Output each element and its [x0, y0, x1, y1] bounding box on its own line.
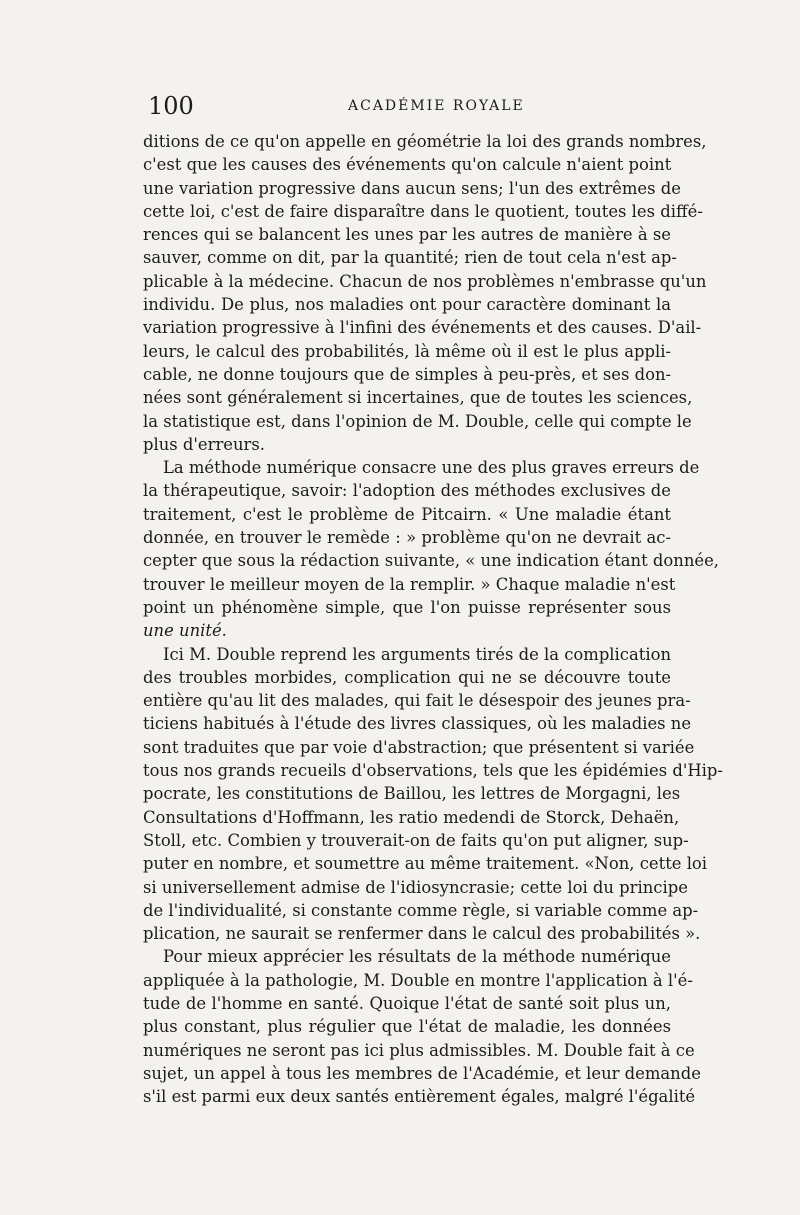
text-line: Consultations d'Hoffmann, les ratio medendi de Storck, Dehaën, — [143, 807, 680, 827]
text-line: traitement, c'est le problème de Pitcairn. « Une maladie étant — [143, 504, 671, 524]
text-line: sauver, comme on dit, par la quantité; rien de tout cela n'est ap- — [143, 248, 677, 268]
text-line: puter en nombre, et soumettre au même traitement. «Non, cette loi — [143, 854, 708, 874]
text-line: donnée, en trouver le remède : » problème qu'on ne devrait ac- — [143, 528, 671, 548]
text-line: ticiens habitués à l'étude des livres classiques, où les maladies ne — [143, 714, 692, 734]
text-line: ditions de ce qu'on appelle en géométrie la loi des grands nombres, — [143, 132, 707, 151]
text-line: une variation progressive dans aucun sens; l'un des extrêmes de — [143, 178, 681, 198]
text-line: de l'individualité, si constante comme règle, si variable comme ap- — [143, 900, 699, 920]
text-line: plicable à la médecine. Chacun de nos problèmes n'embrasse qu'un — [143, 271, 707, 291]
text-line: entière qu'au lit des malades, qui fait le désespoir des jeunes pra- — [143, 691, 691, 711]
text-line: cable, ne donne toujours que de simples à peu-près, et ses don- — [143, 364, 672, 384]
text-line: appliquée à la pathologie, M. Double en montre l'application à l'é- — [143, 970, 693, 990]
text-line: tude de l'homme en santé. Quoique l'état de santé soit plus un, — [143, 993, 671, 1013]
text-line: plus constant, plus régulier que l'état de maladie, les données — [143, 1017, 671, 1037]
text-line: cette loi, c'est de faire disparaître dans le quotient, toutes les diffé- — [143, 201, 703, 221]
paragraph-start-line: Pour mieux apprécier les résultats de la méthode numérique — [163, 947, 671, 967]
page-header — [148, 92, 668, 126]
text-line: tous nos grands recueils d'observations, tels que les épidémies d'Hip- — [143, 761, 723, 781]
text-line: point un phénomène simple, que l'on puisse représenter sous — [143, 597, 671, 617]
text-line: numériques ne seront pas ici plus admissibles. M. Double fait à ce — [143, 1040, 695, 1060]
text-line: des troubles morbides, complication qui ne se découvre toute — [143, 667, 671, 687]
text-line: c'est que les causes des événements qu'on calcule n'aient point — [143, 155, 672, 175]
italic-text: une unité. — [143, 621, 227, 641]
text-line: nées sont généralement si incertaines, que de toutes les sciences, — [143, 388, 693, 408]
text-line: rences qui se balancent les unes par les autres de manière à se — [143, 225, 671, 245]
text-line: si universellement admise de l'idiosyncrasie; cette loi du principe — [143, 877, 688, 897]
text-line: sujet, un appel à tous les membres de l'Académie, et leur demande — [143, 1063, 701, 1083]
text-line: plication, ne saurait se renfermer dans le calcul des probabilités ». — [143, 924, 701, 944]
text-line: la statistique est, dans l'opinion de M. Double, celle qui compte le — [143, 411, 692, 431]
text-line: trouver le meilleur moyen de la remplir. » Chaque maladie n'est — [143, 574, 676, 594]
text-line: leurs, le calcul des probabilités, là même où il est le plus appli- — [143, 341, 671, 361]
text-line: Stoll, etc. Combien y trouverait-on de faits qu'on put aligner, sup- — [143, 830, 689, 850]
text-line: la thérapeutique, savoir: l'adoption des méthodes exclusives de — [143, 481, 671, 501]
body-text — [143, 130, 723, 1108]
text-line: individu. De plus, nos maladies ont pour caractère dominant la — [143, 295, 671, 315]
running-title: ACADÉMIE ROYALE — [348, 98, 525, 114]
paragraph-start-line: Ici M. Double reprend les arguments tirés de la complication — [163, 644, 671, 664]
page-number: 100 — [148, 92, 194, 120]
text-line: pocrate, les constitutions de Baillou, les lettres de Morgagni, les — [143, 784, 681, 804]
text-line: s'il est parmi eux deux santés entièrement égales, malgré l'égalité — [143, 1087, 696, 1107]
text-line: cepter que sous la rédaction suivante, « une indication étant donnée, — [143, 551, 719, 571]
paragraph-start-line: La méthode numérique consacre une des plus graves erreurs de — [163, 458, 700, 478]
text-line: plus d'erreurs. — [143, 434, 265, 454]
text-line: sont traduites que par voie d'abstraction; que présentent si variée — [143, 737, 695, 757]
text-line: variation progressive à l'infini des événements et des causes. D'ail- — [143, 318, 702, 338]
text-line — [143, 619, 671, 642]
